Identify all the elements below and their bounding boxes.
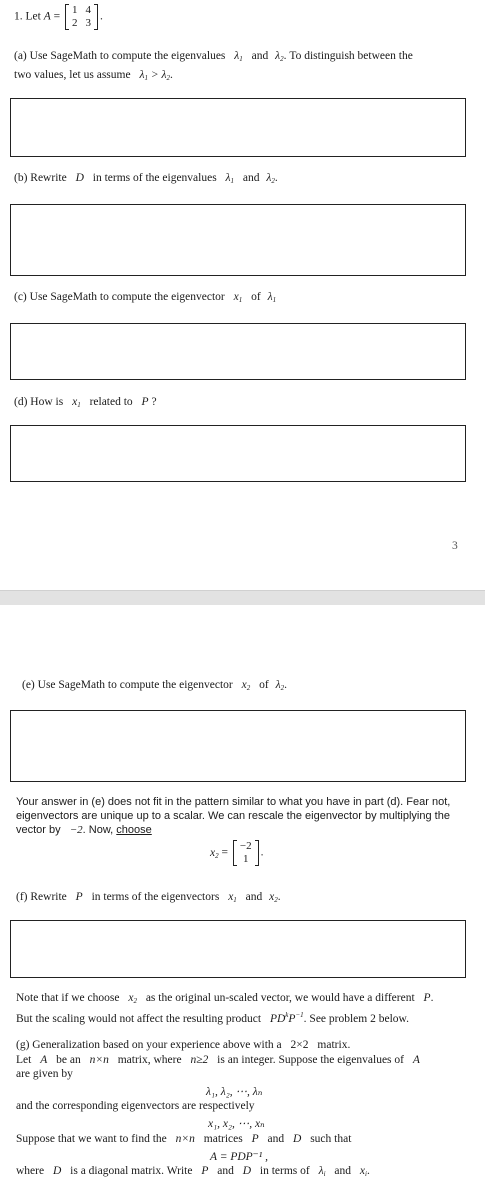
part-e-text: (e) Use SageMath to compute the eigenvector $x_2$ of $\lambda_2$. bbox=[22, 679, 287, 692]
part-a-line2: two values, let us assume $\lambda_1 > \lambda_2$. bbox=[14, 69, 173, 82]
eigenvalues-list: λ₁, λ₂, ⋯, λₙ bbox=[206, 1086, 263, 1098]
part-g-line3: are given by bbox=[16, 1068, 73, 1080]
part-b-text: (b) Rewrite D in terms of the eigenvalues $\lambda_1$ and $\lambda_2$. bbox=[14, 172, 278, 185]
eigenvectors-list: x₁, x₂, ⋯, xₙ bbox=[208, 1118, 265, 1130]
part-g-line2: Let A be an n×n matrix, where n≥2 is an integer. Suppose the eigenvalues of A bbox=[16, 1054, 420, 1066]
note1-line3: vector by −2. Now, choose bbox=[16, 824, 152, 836]
answer-box-a[interactable] bbox=[10, 98, 466, 157]
answer-box-d[interactable] bbox=[10, 425, 466, 482]
part-g-line6: where D is a diagonal matrix. Write P and D in terms of $\lambda_i$ and $x_i$. bbox=[16, 1165, 370, 1178]
answer-box-b[interactable] bbox=[10, 204, 466, 276]
x2-matrix: −2 1 bbox=[233, 840, 259, 866]
note2-line1: Note that if we choose $x_2$ as the original un-scaled vector, we would have a different P. bbox=[16, 992, 434, 1005]
matrix-a: 1 4 2 3 bbox=[65, 4, 98, 30]
part-g-line4: and the corresponding eigenvectors are respectively bbox=[16, 1100, 255, 1112]
choose-link: choose bbox=[116, 824, 152, 836]
note2-line2: But the scaling would not affect the resulting product $PD^kP^{-1}$. See problem 2 below. bbox=[16, 1011, 409, 1025]
answer-box-f[interactable] bbox=[10, 920, 466, 978]
part-c-text: (c) Use SageMath to compute the eigenvector $x_1$ of $\lambda_1$ bbox=[14, 291, 277, 304]
page-break bbox=[0, 590, 485, 605]
part-a-line1: (a) Use SageMath to compute the eigenvalues $\lambda_1$ and $\lambda_2$. To distinguish between the bbox=[14, 50, 413, 63]
decomposition-equation: A = PDP⁻¹ , bbox=[210, 1151, 268, 1163]
part-f-text: (f) Rewrite P in terms of the eigenvectors $x_1$ and $x_2$. bbox=[16, 891, 281, 904]
part-g-line5: Suppose that we want to find the n×n matrices P and D such that bbox=[16, 1133, 352, 1145]
x2-rescaled: $x_2$ = −2 1 . bbox=[210, 840, 264, 865]
part-g-line1: (g) Generalization based on your experience above with a 2×2 matrix. bbox=[16, 1039, 351, 1051]
problem-number: 1. Let bbox=[14, 10, 41, 23]
note1-line2: eigenvectors are unique up to a scalar. We can rescale the eigenvector by multiplying the bbox=[16, 810, 450, 822]
part-d-text: (d) How is $x_1$ related to P ? bbox=[14, 396, 157, 409]
page-number: 3 bbox=[452, 540, 458, 552]
problem-statement: 1. Let A = 1 4 2 3 . bbox=[14, 4, 103, 29]
note1-line1: Your answer in (e) does not fit in the pattern similar to what you have in part (d). Fear not, bbox=[16, 796, 451, 808]
answer-box-c[interactable] bbox=[10, 323, 466, 380]
matrix-name: A bbox=[43, 10, 51, 23]
answer-box-e[interactable] bbox=[10, 710, 466, 782]
